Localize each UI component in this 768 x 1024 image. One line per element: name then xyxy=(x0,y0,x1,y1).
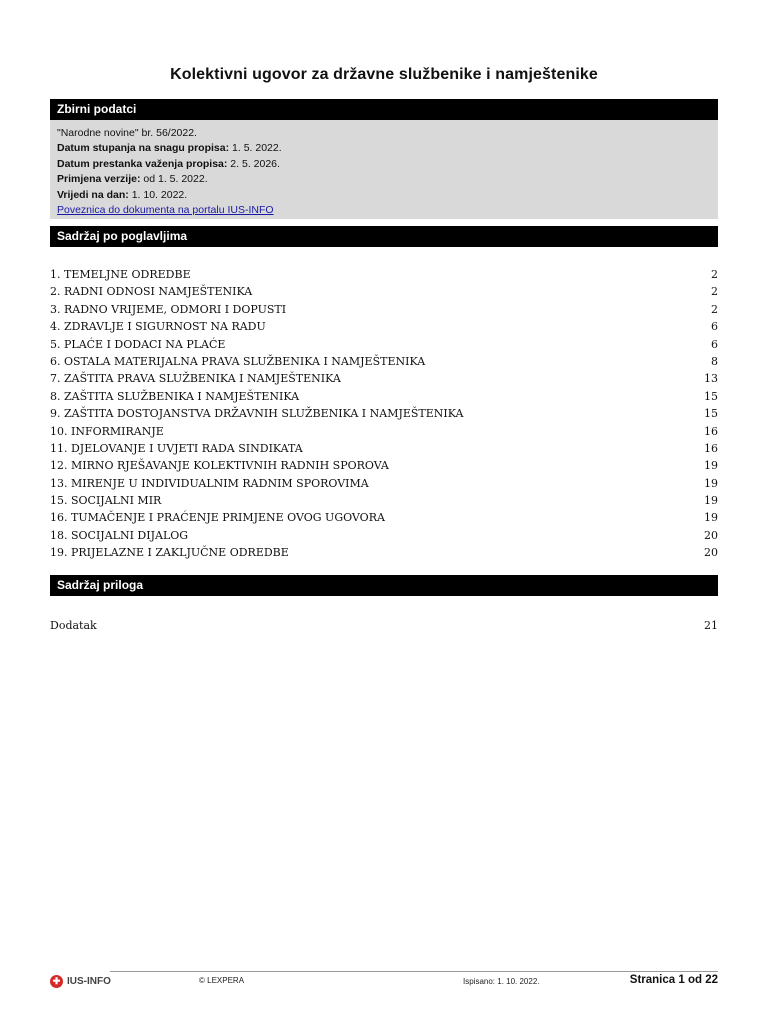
toc-row[interactable] xyxy=(50,509,718,526)
toc-chapter-label: 19. PRIJELAZNE I ZAKLJUČNE ODREDBE xyxy=(50,546,289,560)
toc-page-number: 2 xyxy=(711,302,718,316)
toc-chapter-label: 9. ZAŠTITA DOSTOJANSTVA DRŽAVNIH SLUŽBENIKA I NAMJEŠTENIKA xyxy=(50,407,464,421)
toc-chapter-label: 4. ZDRAVLJE I SIGURNOST NA RADU xyxy=(50,320,266,334)
toc-row[interactable] xyxy=(50,405,718,422)
page-number: Stranica 1 od 22 xyxy=(629,974,718,986)
version-row xyxy=(57,172,711,187)
toc-page-number: 19 xyxy=(704,459,718,473)
effective-date-value: 1. 5. 2022. xyxy=(229,142,282,155)
effective-date-row xyxy=(57,141,711,156)
toc-row[interactable] xyxy=(50,336,718,353)
gazette-text: "Narodne novine" br. 56/2022. xyxy=(57,127,197,139)
toc-page-number: 8 xyxy=(711,354,718,368)
toc-page-number: 20 xyxy=(704,528,718,542)
toc-chapter-label: 7. ZAŠTITA PRAVA SLUŽBENIKA I NAMJEŠTENIKA xyxy=(50,372,341,386)
gazette-row xyxy=(57,126,711,141)
ius-info-logo xyxy=(50,975,111,988)
chapter-toc xyxy=(50,266,718,562)
toc-chapter-label: 10. INFORMIRANJE xyxy=(50,424,164,438)
toc-row[interactable] xyxy=(50,370,718,387)
copyright-text: © LEXPERA xyxy=(199,976,245,985)
toc-row[interactable] xyxy=(50,388,718,405)
toc-page-number: 6 xyxy=(711,320,718,334)
section-header-chapters: Sadržaj po poglavljima xyxy=(50,226,718,247)
toc-page-number: 16 xyxy=(704,441,718,455)
toc-page-number: 15 xyxy=(704,407,718,421)
page-footer xyxy=(0,973,768,993)
ius-info-logo-icon: ✚ xyxy=(50,975,63,988)
toc-row[interactable] xyxy=(50,440,718,457)
summary-info-box xyxy=(50,120,718,219)
toc-chapter-label: 13. MIRENJE U INDIVIDUALNIM RADNIM SPOROVIMA xyxy=(50,476,369,490)
expiry-date-label: Datum prestanka važenja propisa: xyxy=(57,157,228,170)
toc-page-number: 15 xyxy=(704,389,718,403)
toc-chapter-label: 15. SOCIJALNI MIR xyxy=(50,494,162,508)
appendix-label: Dodatak xyxy=(50,619,97,632)
toc-row[interactable] xyxy=(50,266,718,283)
appendix-toc-row[interactable] xyxy=(50,617,718,634)
portal-document-link[interactable]: Poveznica do dokumenta na portalu IUS-INFO xyxy=(57,204,274,217)
toc-row[interactable] xyxy=(50,423,718,440)
toc-page-number: 2 xyxy=(711,285,718,299)
toc-row[interactable] xyxy=(50,544,718,561)
toc-row[interactable] xyxy=(50,318,718,335)
section-header-appendix: Sadržaj priloga xyxy=(50,575,718,596)
toc-chapter-label: 3. RADNO VRIJEME, ODMORI I DOPUSTI xyxy=(50,302,287,316)
valid-on-label: Vrijedi na dan: xyxy=(57,188,129,201)
toc-page-number: 6 xyxy=(711,337,718,351)
expiry-date-row xyxy=(57,157,711,172)
footer-divider xyxy=(110,971,718,972)
valid-on-value: 1. 10. 2022. xyxy=(128,188,188,201)
toc-page-number: 13 xyxy=(704,372,718,386)
toc-chapter-label: 12. MIRNO RJEŠAVANJE KOLEKTIVNIH RADNIH SPOROVA xyxy=(50,459,389,473)
toc-page-number: 19 xyxy=(704,476,718,490)
toc-chapter-label: 6. OSTALA MATERIJALNA PRAVA SLUŽBENIKA I NAMJEŠTENIKA xyxy=(50,354,426,368)
toc-row[interactable] xyxy=(50,527,718,544)
toc-chapter-label: 11. DJELOVANJE I UVJETI RADA SINDIKATA xyxy=(50,441,303,455)
toc-chapter-label: 2. RADNI ODNOSI NAMJEŠTENIKA xyxy=(50,285,253,299)
valid-on-row xyxy=(57,188,711,203)
toc-page-number: 2 xyxy=(711,268,718,281)
toc-row[interactable] xyxy=(50,457,718,474)
toc-chapter-label: 5. PLAĆE I DODACI NA PLAĆE xyxy=(50,337,226,351)
toc-row[interactable] xyxy=(50,283,718,300)
toc-chapter-label: 18. SOCIJALNI DIJALOG xyxy=(50,528,189,542)
document-title: Kolektivni ugovor za državne službenike i namještenike xyxy=(170,66,598,83)
toc-chapter-label: 8. ZAŠTITA SLUŽBENIKA I NAMJEŠTENIKA xyxy=(50,389,300,403)
toc-row[interactable] xyxy=(50,301,718,318)
appendix-page: 21 xyxy=(704,619,718,632)
toc-page-number: 19 xyxy=(704,494,718,508)
version-value: od 1. 5. 2022. xyxy=(140,173,208,186)
toc-chapter-label: 16. TUMAČENJE I PRAĆENJE PRIMJENE OVOG UGOVORA xyxy=(50,511,385,525)
toc-row[interactable] xyxy=(50,475,718,492)
printed-date: Ispisano: 1. 10. 2022. xyxy=(463,977,540,986)
toc-chapter-label: 1. TEMELJNE ODREDBE xyxy=(50,268,191,281)
toc-row[interactable] xyxy=(50,492,718,509)
toc-row[interactable] xyxy=(50,353,718,370)
effective-date-label: Datum stupanja na snagu propisa: xyxy=(57,142,230,155)
version-label: Primjena verzije: xyxy=(57,173,141,186)
toc-page-number: 16 xyxy=(704,424,718,438)
toc-page-number: 19 xyxy=(704,511,718,525)
logo-text: IUS-INFO xyxy=(67,976,111,987)
toc-page-number: 20 xyxy=(704,546,718,560)
expiry-date-value: 2. 5. 2026. xyxy=(227,157,280,170)
section-header-summary: Zbirni podatci xyxy=(50,99,718,120)
